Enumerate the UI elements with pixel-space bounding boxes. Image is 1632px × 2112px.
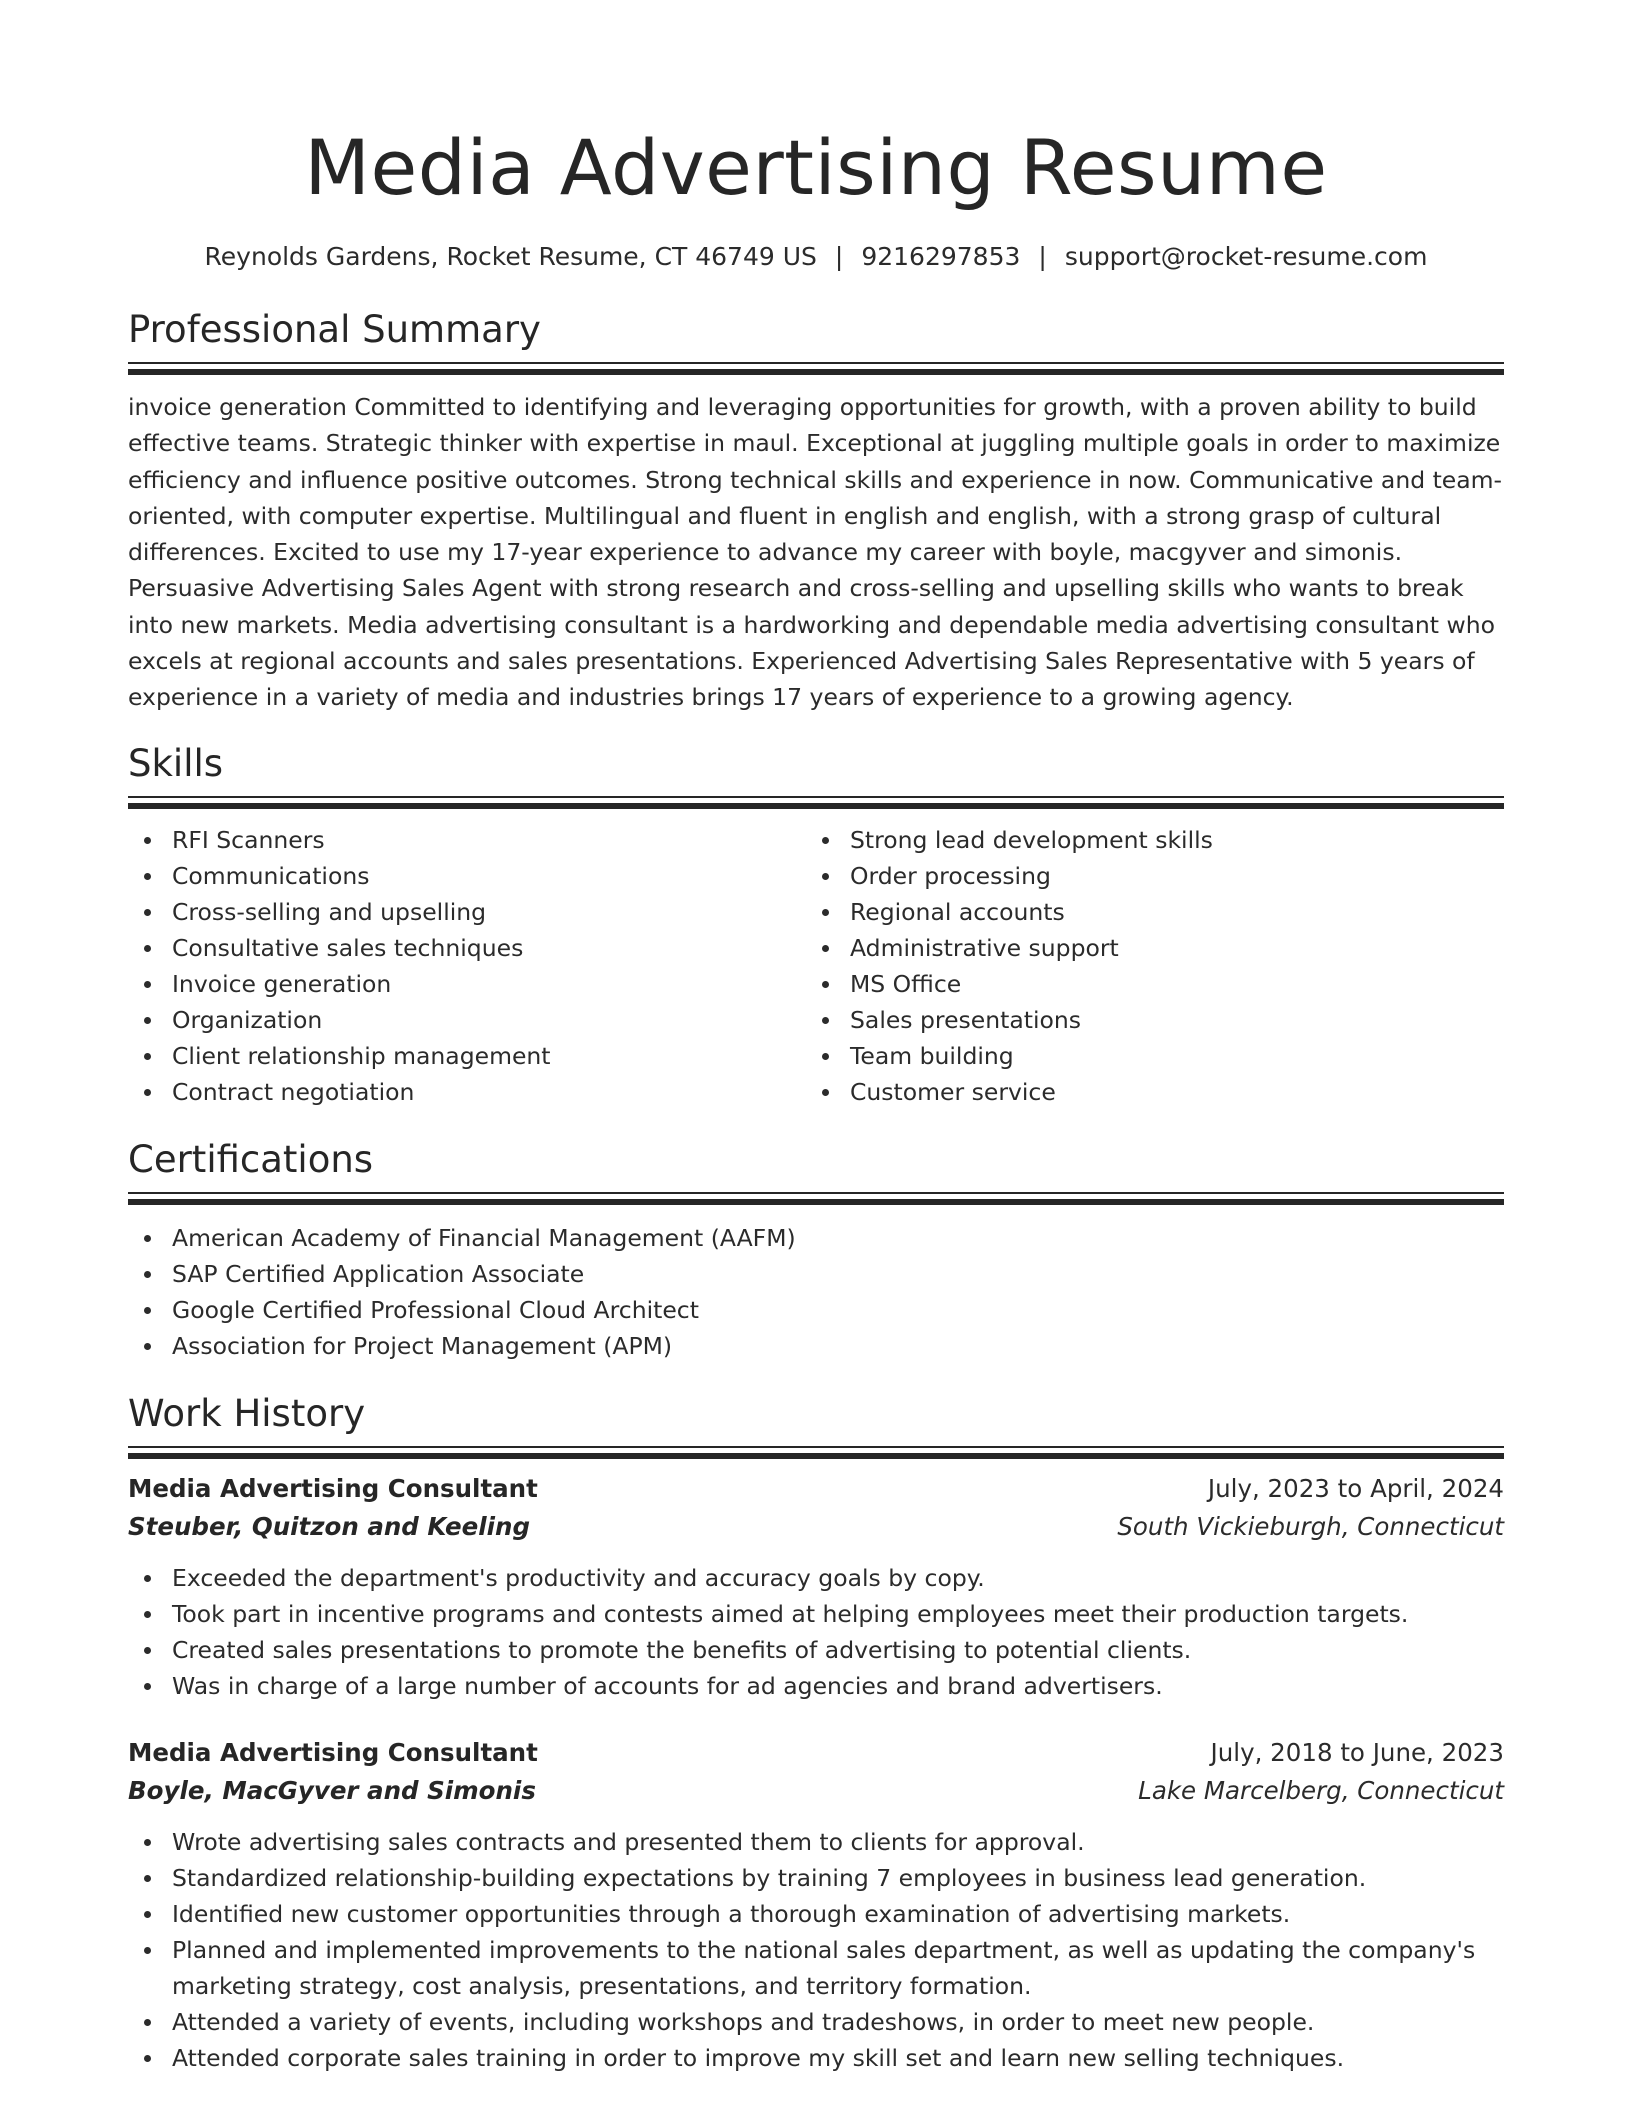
summary-section — [128, 308, 1504, 716]
skills-section — [128, 742, 1504, 1110]
contact-separator: | — [1038, 242, 1047, 271]
skill-item: Customer service — [806, 1074, 1484, 1110]
skill-item: MS Office — [806, 966, 1484, 1002]
certification-item: Association for Project Management (APM) — [128, 1328, 1504, 1364]
contact-email: support@rocket-resume.com — [1064, 242, 1428, 271]
job-bullets — [128, 1560, 1504, 1704]
job-bullet: Attended corporate sales training in order to improve my skill set and learn new selling techniques. — [128, 2040, 1504, 2076]
skill-item: Organization — [128, 1002, 806, 1038]
job-bullet: Took part in incentive programs and contests aimed at helping employees meet their production targets. — [128, 1596, 1504, 1632]
skill-item: Order processing — [806, 858, 1484, 894]
skill-item: Client relationship management — [128, 1038, 806, 1074]
job-bullets — [128, 1824, 1504, 2076]
skill-item: Strong lead development skills — [806, 822, 1484, 858]
job-location: South Vickieburgh, Connecticut — [1117, 1511, 1504, 1541]
skill-item: Cross-selling and upselling — [128, 894, 806, 930]
job-subheader — [128, 1772, 1504, 1810]
skill-item: Team building — [806, 1038, 1484, 1074]
work-history-section — [128, 1392, 1504, 2076]
section-divider — [128, 796, 1504, 808]
contact-address: Reynolds Gardens, Rocket Resume, CT 46749 US — [204, 242, 817, 271]
job-company: Boyle, MacGyver and Simonis — [128, 1775, 536, 1805]
job-bullet: Was in charge of a large number of accounts for ad agencies and brand advertisers. — [128, 1668, 1504, 1704]
skill-item: RFI Scanners — [128, 822, 806, 858]
certification-item: SAP Certified Application Associate — [128, 1256, 1504, 1292]
skill-item: Invoice generation — [128, 966, 806, 1002]
certifications-list — [128, 1220, 1504, 1364]
job-bullet: Wrote advertising sales contracts and presented them to clients for approval. — [128, 1824, 1504, 1860]
job-entry — [128, 1470, 1504, 1704]
skill-item: Administrative support — [806, 930, 1484, 966]
certification-item: Google Certified Professional Cloud Architect — [128, 1292, 1504, 1328]
certification-item: American Academy of Financial Management (AAFM) — [128, 1220, 1504, 1256]
job-title: Media Advertising Consultant — [128, 1737, 538, 1767]
contact-separator: | — [834, 242, 844, 271]
certifications-heading: Certifications — [128, 1137, 374, 1181]
work-history-heading: Work History — [128, 1391, 366, 1435]
job-bullet: Exceeded the department's productivity and accuracy goals by copy. — [128, 1560, 1504, 1596]
job-bullet: Attended a variety of events, including workshops and tradeshows, in order to meet new people. — [128, 2004, 1504, 2040]
skills-heading: Skills — [128, 741, 224, 785]
contact-phone: 9216297853 — [861, 242, 1021, 271]
job-header — [128, 1734, 1504, 1772]
section-divider — [128, 1192, 1504, 1204]
job-company: Steuber, Quitzon and Keeling — [128, 1511, 531, 1541]
resume-title: Media Advertising Resume — [304, 123, 1328, 212]
skills-columns — [128, 822, 1504, 1110]
job-bullet: Planned and implemented improvements to the national sales department, as well as updating the company's marketing strategy, cost analysis, presentations, and territory formation. — [128, 1932, 1504, 2004]
section-divider — [128, 1446, 1504, 1458]
job-bullet: Created sales presentations to promote the benefits of advertising to potential clients. — [128, 1632, 1504, 1668]
skill-item: Sales presentations — [806, 1002, 1484, 1038]
job-bullet: Identified new customer opportunities through a thorough examination of advertising markets. — [128, 1896, 1504, 1932]
job-entry — [128, 1734, 1504, 2076]
job-dates: July, 2023 to April, 2024 — [1207, 1473, 1504, 1503]
job-header — [128, 1470, 1504, 1508]
skill-item: Communications — [128, 858, 806, 894]
skills-list-right — [806, 822, 1484, 1110]
skill-item: Contract negotiation — [128, 1074, 806, 1110]
summary-text: invoice generation Committed to identifying and leveraging opportunities for growth, with a proven ability to build effective teams. Strategic thinker with expertise in maul. Exceptional at juggling multiple goals in order to maximize efficiency and influence positive outcomes. Strong technical skills and experience in now. Communicative and team-oriented, with computer expertise. Multilingual and fluent in english and english, with a strong grasp of cultural differences. Excited to use my 17-year experience to advance my career with boyle, macgyver and simonis. Persuasive Advertising Sales Agent with strong research and cross-selling and upselling skills who wants to break into new markets. Media advertising consultant is a hardworking and dependable media advertising consultant who excels at regional accounts and sales presentations. Experienced Advertising Sales Representative with 5 years of experience in a variety of media and industries brings 17 years of experience to a growing agency. — [128, 393, 1503, 712]
summary-heading: Professional Summary — [128, 308, 541, 351]
certifications-section — [128, 1138, 1504, 1364]
job-title: Media Advertising Consultant — [128, 1473, 538, 1503]
job-dates: July, 2018 to June, 2023 — [1210, 1737, 1504, 1767]
job-location: Lake Marcelberg, Connecticut — [1138, 1775, 1504, 1805]
job-subheader — [128, 1508, 1504, 1546]
section-divider — [128, 362, 1504, 374]
skill-item: Consultative sales techniques — [128, 930, 806, 966]
skill-item: Regional accounts — [806, 894, 1484, 930]
contact-line — [128, 240, 1504, 274]
job-bullet: Standardized relationship-building expectations by training 7 employees in business lead generation. — [128, 1860, 1504, 1896]
skills-list-left — [128, 822, 806, 1110]
resume-page — [128, 0, 1504, 2076]
